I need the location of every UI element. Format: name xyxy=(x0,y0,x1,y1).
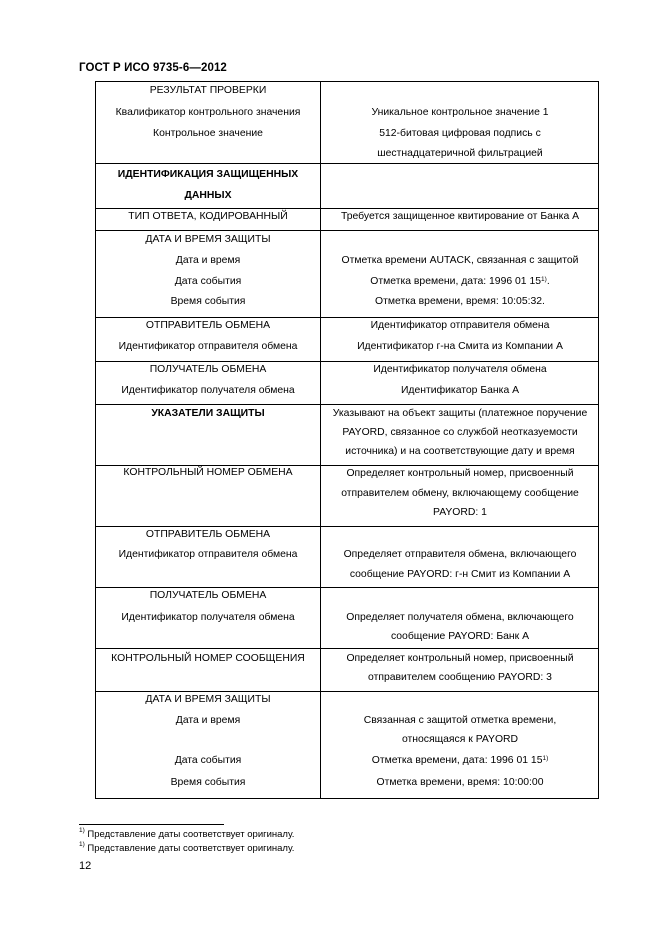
footnote-marker: 1) xyxy=(79,827,85,834)
cell-text-main: Отметка времени, дата: 1996 01 15 xyxy=(370,276,542,287)
cell-text: сообщение PAYORD: Банк А xyxy=(390,631,530,642)
cell-text: ИДЕНТИФИКАЦИЯ ЗАЩИЩЕННЫХ xyxy=(117,169,299,180)
cell-text: 512-битовая цифровая подпись с xyxy=(379,128,541,139)
row-divider xyxy=(96,404,598,405)
row-divider xyxy=(96,526,598,527)
row-divider xyxy=(96,691,598,692)
cell-text: ДАННЫХ xyxy=(184,190,232,201)
footnote-text: Представление даты соответствует оригиналу. xyxy=(84,829,295,840)
cell-text-main: Отметка времени, дата: 1996 01 15 xyxy=(371,755,543,766)
cell-text: Идентификатор отправителя обмена xyxy=(118,341,298,352)
cell-text: Идентификатор отправителя обмена xyxy=(370,320,550,331)
cell-text: ДАТА И ВРЕМЯ ЗАЩИТЫ xyxy=(145,694,271,705)
cell-text: шестнадцатеричной фильтрацией xyxy=(377,148,543,159)
cell-text: Идентификатор Банка А xyxy=(400,385,520,396)
cell-text-tail: . xyxy=(546,276,550,287)
cell-text: Определяет получателя обмена, включающего xyxy=(346,612,574,623)
row-divider xyxy=(96,361,598,362)
row-divider xyxy=(96,317,598,318)
row-divider xyxy=(96,163,598,164)
cell-text: относящаяся к PAYORD xyxy=(401,734,519,745)
cell-text: Идентификатор г-на Смита из Компании А xyxy=(357,341,563,352)
cell-text: Дата события xyxy=(174,755,242,766)
cell-text: Уникальное контрольное значение 1 xyxy=(371,107,549,118)
cell-text: Связанная с защитой отметка времени, xyxy=(363,715,557,726)
row-divider xyxy=(96,648,598,649)
cell-text: Дата и время xyxy=(175,715,241,726)
cell-text: ОТПРАВИТЕЛЬ ОБМЕНА xyxy=(145,529,271,540)
row-divider xyxy=(96,208,598,209)
footnote-separator xyxy=(79,824,224,825)
document-header: ГОСТ Р ИСО 9735-6—2012 xyxy=(79,62,227,74)
cell-text: ДАТА И ВРЕМЯ ЗАЩИТЫ xyxy=(145,234,271,245)
cell-text: Время события xyxy=(170,777,246,788)
row-divider xyxy=(96,587,598,588)
cell-text: Дата и время xyxy=(175,255,241,266)
cell-text: ТИП ОТВЕТА, КОДИРОВАННЫЙ xyxy=(128,211,288,222)
cell-text: КОНТРОЛЬНЫЙ НОМЕР СООБЩЕНИЯ xyxy=(111,653,305,664)
cell-text: Идентификатор отправителя обмена xyxy=(118,549,298,560)
cell-text: Требуется защищенное квитирование от Банка А xyxy=(340,211,580,222)
footnote-marker: 1) xyxy=(79,841,85,848)
cell-text: Идентификатор получателя обмена xyxy=(373,364,547,375)
page-number: 12 xyxy=(79,860,92,872)
cell-text: Указывают на объект защиты (платежное поручение xyxy=(332,408,588,419)
cell-text: Отметка времени, время: 10:05:32. xyxy=(375,296,545,307)
cell-text: ПОЛУЧАТЕЛЬ ОБМЕНА xyxy=(149,590,267,601)
cell-text: Определяет отправителя обмена, включающего xyxy=(343,549,577,560)
cell-text xyxy=(320,755,600,767)
cell-text: отправителем обмену, включающему сообщение xyxy=(341,488,579,499)
row-divider xyxy=(96,230,598,231)
cell-text: PAYORD: 1 xyxy=(433,507,487,518)
cell-text: ОТПРАВИТЕЛЬ ОБМЕНА xyxy=(145,320,271,331)
cell-text: сообщение PAYORD: г-н Смит из Компании А xyxy=(349,569,571,580)
cell-text: Дата события xyxy=(174,276,242,287)
cell-text: УКАЗАТЕЛИ ЗАЩИТЫ xyxy=(151,408,265,419)
cell-text: КОНТРОЛЬНЫЙ НОМЕР ОБМЕНА xyxy=(123,467,293,478)
row-divider xyxy=(96,465,598,466)
cell-text: ПОЛУЧАТЕЛЬ ОБМЕНА xyxy=(149,364,267,375)
cell-text: РЕЗУЛЬТАТ ПРОВЕРКИ xyxy=(149,85,267,96)
cell-text: Идентификатор получателя обмена xyxy=(121,612,295,623)
cell-text: Идентификатор получателя обмена xyxy=(121,385,295,396)
cell-text xyxy=(320,276,600,288)
footnote-ref: 1) xyxy=(542,755,549,762)
cell-text: Отметка времени AUTACK, связанная с защитой xyxy=(341,255,579,266)
specification-table xyxy=(95,81,599,799)
footnote xyxy=(79,829,294,840)
cell-text: Отметка времени, время: 10:00:00 xyxy=(376,777,544,788)
cell-text: Определяет контрольный номер, присвоенный xyxy=(346,653,574,664)
cell-text: PAYORD, связанное со службой неотказуемости xyxy=(342,427,578,438)
footnote-text: Представление даты соответствует оригиналу. xyxy=(84,843,295,854)
cell-text: Определяет контрольный номер, присвоенный xyxy=(346,468,574,479)
cell-text: Время события xyxy=(170,296,246,307)
cell-text: Квалификатор контрольного значения xyxy=(115,107,301,118)
footnote-ref: 1) xyxy=(541,276,547,283)
cell-text: отправителем сообщению PAYORD: 3 xyxy=(368,672,552,683)
cell-text: источника) и на соответствующие дату и время xyxy=(345,446,575,457)
cell-text: Контрольное значение xyxy=(153,128,263,139)
footnote xyxy=(79,843,294,854)
